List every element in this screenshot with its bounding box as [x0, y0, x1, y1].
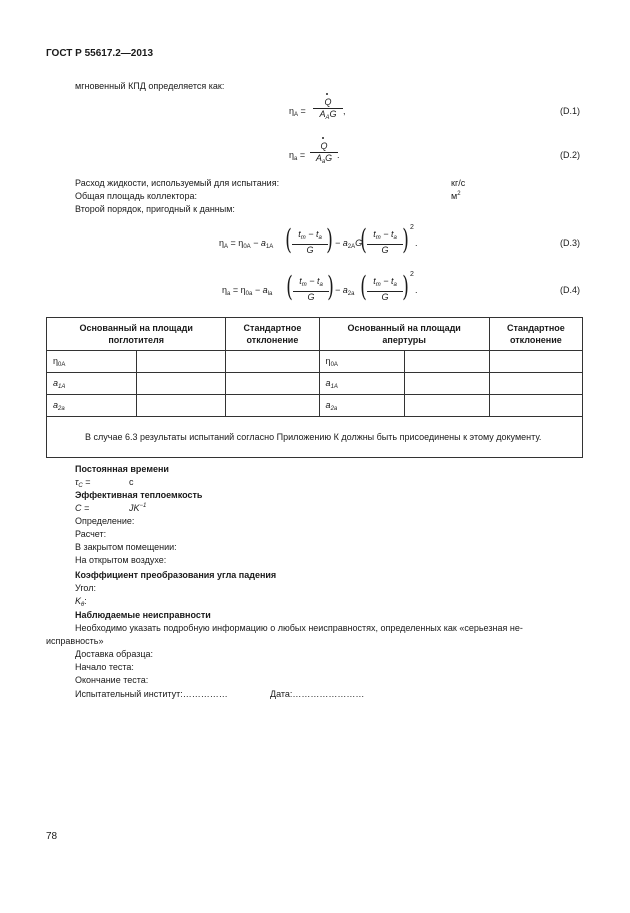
frac-sub-a: a — [393, 282, 397, 288]
eta-symbol: η — [289, 106, 295, 116]
line-institute: Испытательный институт:…………… — [75, 689, 228, 699]
fraction — [367, 276, 403, 303]
heat-capacity-symbol: C = — [75, 503, 90, 513]
time-constant-unit: с — [129, 477, 134, 487]
line-outdoor: На открытом воздухе: — [75, 555, 167, 565]
table-note-row — [47, 417, 583, 458]
equals-sign: = — [299, 150, 306, 160]
dot-accent — [326, 93, 328, 95]
paren-close: ) — [402, 223, 409, 256]
frac-sub-a: a — [318, 235, 322, 241]
stddev-cell[interactable] — [226, 395, 319, 417]
symbol-sub: 0A — [330, 361, 338, 368]
tau-symbol: τ — [75, 477, 79, 487]
header-aperture: Основанный на площади апертуры — [319, 318, 489, 351]
param-label-order: Второй порядок, пригодный к данным: — [75, 204, 235, 214]
heading-heat-capacity: Эффективная теплоемкость — [75, 490, 203, 500]
symbol-sub: 1A — [58, 383, 66, 390]
line-sample-delivery: Доставка образца: — [75, 649, 154, 659]
equals-sign: = — [82, 477, 91, 487]
denominator-g: G — [325, 153, 333, 163]
table-row — [47, 395, 583, 417]
frac-minus-t: − t — [380, 229, 394, 239]
heading-time-constant: Постоянная времени — [75, 464, 169, 474]
stddev-cell[interactable] — [489, 351, 582, 373]
frac-sub-m: m — [375, 235, 381, 241]
symbol-sub: 0A — [58, 361, 66, 368]
equation-label: (D.4) — [560, 285, 580, 295]
line-calculation: Расчет: — [75, 529, 107, 539]
frac-denominator: G — [307, 292, 315, 302]
param-label-flow: Расход жидкости, используемый для испытания: — [75, 178, 280, 188]
heading-iam: Коэффициент преобразования угла падения — [75, 570, 277, 580]
square-exponent: 2 — [410, 224, 414, 231]
denominator-a: A — [315, 153, 322, 163]
equals-eta0: = η — [230, 238, 244, 248]
faults-text-line1: Необходимо указать подробную информацию о любых неисправностях, определенных как «серьезная не- — [75, 623, 523, 633]
row-label — [47, 351, 137, 373]
faults-text-line2: исправность» — [46, 636, 104, 646]
results-table — [46, 317, 583, 458]
paren-close: ) — [327, 270, 334, 303]
eta-subscript: A — [224, 244, 229, 250]
row-label — [319, 351, 404, 373]
minus-a2: − a — [335, 285, 348, 295]
colon: : — [84, 596, 87, 606]
value-cell[interactable] — [404, 395, 489, 417]
frac-sub-a: a — [319, 282, 323, 288]
document-id: ГОСТ Р 55617.2—2013 — [46, 48, 154, 59]
line-test-start: Начало теста: — [75, 662, 134, 672]
eta-subscript: a — [294, 156, 298, 162]
tau-subscript: C — [78, 483, 83, 489]
minus-a1: − a — [253, 238, 266, 248]
equals-eta0: = η — [232, 285, 246, 295]
table-row — [47, 373, 583, 395]
row-label — [319, 395, 404, 417]
punctuation: , — [343, 106, 346, 116]
unit: JK — [129, 503, 140, 513]
square-exponent: 2 — [410, 271, 414, 278]
frac-t: t — [373, 276, 376, 286]
equation-label: (D.3) — [560, 238, 580, 248]
numerator: Q — [313, 97, 343, 109]
paren-close: ) — [326, 223, 333, 256]
eta0-subscript: 0a — [245, 291, 253, 297]
denominator-sub: A — [325, 115, 330, 121]
frac-denominator: G — [381, 292, 389, 302]
dot-accent — [322, 137, 324, 139]
line-date: Дата:…………………… — [270, 689, 365, 699]
header-absorber: Основанный на площади поглотителя — [47, 318, 226, 351]
line-test-end: Окончание теста: — [75, 675, 149, 685]
line-angle: Угол: — [75, 583, 96, 593]
fraction — [293, 276, 329, 303]
frac-sub-m: m — [301, 282, 307, 288]
fraction — [310, 141, 338, 168]
frac-t: t — [299, 276, 302, 286]
value-cell[interactable] — [137, 395, 226, 417]
header-stddev-1: Стандартное отклонение — [226, 318, 319, 351]
paren-open: ( — [360, 223, 367, 256]
a2-subscript: 2a — [347, 291, 355, 297]
k-symbol: K — [75, 596, 82, 606]
value-cell[interactable] — [404, 351, 489, 373]
value-cell[interactable] — [404, 373, 489, 395]
denominator-a: A — [319, 109, 326, 119]
symbol: η — [53, 355, 59, 366]
stddev-cell[interactable] — [226, 373, 319, 395]
symbol: η — [325, 355, 331, 366]
k-subscript: θ — [81, 602, 85, 608]
row-label — [319, 373, 404, 395]
minus-a1: − a — [254, 285, 268, 295]
frac-t: t — [373, 229, 376, 239]
unit: м — [451, 191, 458, 201]
frac-minus-t: − t — [305, 229, 319, 239]
fraction — [367, 229, 403, 256]
eta-subscript: a — [227, 291, 231, 297]
symbol: a — [53, 399, 59, 410]
table-header-row — [47, 318, 583, 351]
line-definition: Определение: — [75, 516, 135, 526]
eta0-subscript: 0A — [243, 244, 251, 250]
symbol-sub: 1A — [330, 383, 338, 390]
row-label — [47, 373, 137, 395]
frac-minus-t: − t — [306, 276, 320, 286]
table-row — [47, 351, 583, 373]
eta-symbol: η — [289, 150, 295, 160]
paren-open: ( — [360, 270, 367, 303]
paren-open: ( — [285, 223, 292, 256]
denominator-g: G — [329, 109, 337, 119]
equation-label: (D.2) — [560, 150, 580, 160]
paren-close: ) — [402, 270, 409, 303]
symbol-sub: 2a — [330, 405, 338, 412]
line-k-theta — [75, 596, 87, 608]
fraction — [292, 229, 328, 256]
frac-sub-m: m — [300, 235, 306, 241]
equation-label: (D.1) — [560, 106, 580, 116]
frac-minus-t: − t — [380, 276, 394, 286]
value-cell[interactable] — [137, 373, 226, 395]
minus-a2: − a — [335, 238, 348, 248]
symbol: a — [325, 399, 331, 410]
punctuation: . — [415, 238, 418, 248]
heading-faults: Наблюдаемые неисправности — [75, 610, 211, 620]
heat-capacity-unit — [129, 503, 146, 513]
param-label-area: Общая площадь коллектора: — [75, 191, 197, 201]
frac-sub-m: m — [375, 282, 381, 288]
row-label — [47, 395, 137, 417]
punctuation: . — [415, 285, 418, 295]
page-number: 78 — [46, 831, 58, 842]
eta-subscript: A — [294, 112, 299, 118]
frac-t: t — [298, 229, 301, 239]
a1-subscript: la — [267, 291, 273, 297]
symbol-sub: 2a — [58, 405, 65, 412]
fraction — [313, 97, 343, 124]
g-symbol: G — [355, 238, 363, 248]
stddev-cell[interactable] — [226, 351, 319, 373]
symbol: a — [325, 377, 331, 388]
frac-sub-a: a — [393, 235, 397, 241]
a2-subscript: 2A — [347, 244, 356, 250]
value-cell[interactable] — [137, 351, 226, 373]
symbol: a — [53, 377, 59, 388]
param-unit-flow: кг/с — [451, 178, 466, 188]
stddev-cell[interactable] — [489, 395, 582, 417]
table-note: В случае 6.3 результаты испытаний согласно Приложению К должны быть присоединены к этому документу. — [47, 417, 583, 458]
line-indoor: В закрытом помещении: — [75, 542, 177, 552]
intro-text: мгновенный КПД определяется как: — [75, 81, 225, 91]
eta-symbol: η — [219, 238, 225, 248]
paren-open: ( — [286, 270, 293, 303]
denominator-sub: a — [321, 159, 326, 165]
equals-sign: = — [300, 106, 306, 116]
time-constant-symbol — [75, 477, 90, 489]
eta-symbol: η — [222, 285, 228, 295]
header-stddev-2: Стандартное отклонение — [489, 318, 582, 351]
stddev-cell[interactable] — [489, 373, 582, 395]
param-unit-area — [451, 191, 461, 201]
frac-denominator: G — [381, 245, 389, 255]
frac-denominator: G — [306, 245, 314, 255]
unit-exponent: 2 — [457, 191, 461, 197]
unit-exponent: −1 — [139, 503, 147, 509]
punctuation: . — [337, 150, 340, 160]
numerator: Q — [310, 141, 338, 153]
a1-subscript: 1A — [265, 244, 274, 250]
